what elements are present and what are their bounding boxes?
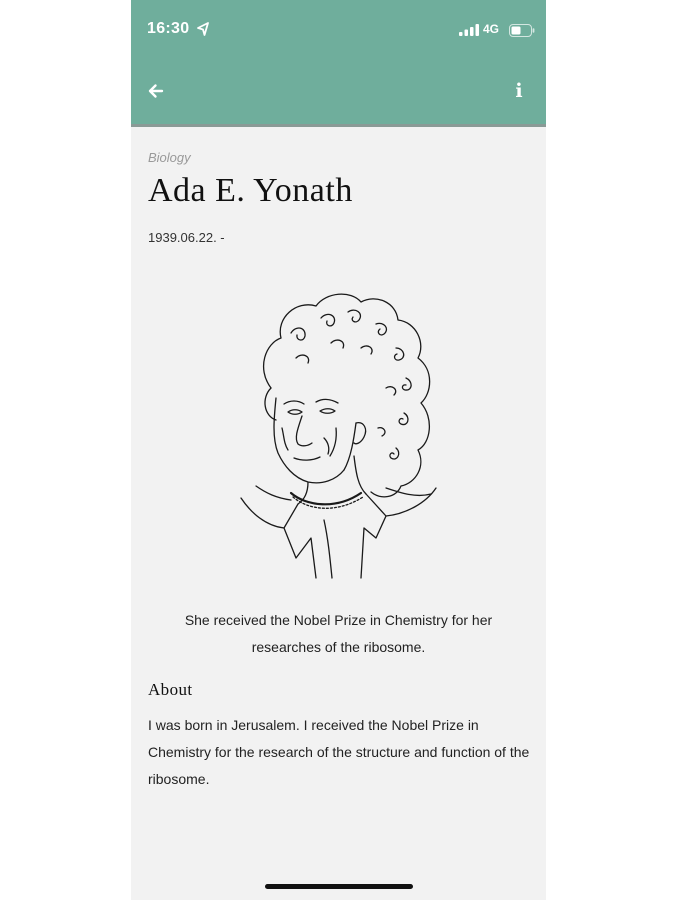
scientist-name: Ada E. Yonath: [148, 172, 353, 209]
app-screen: [131, 0, 546, 900]
about-text: I was born in Jerusalem. I received the Nobel Prize in Chemistry for the research of the structure and function of the ribosome.: [148, 717, 530, 787]
battery-icon: [509, 24, 535, 37]
info-icon[interactable]: i: [515, 80, 523, 102]
network-type: 4G: [483, 22, 500, 36]
about-heading: About: [148, 680, 193, 699]
signal-bars-icon: [459, 24, 479, 36]
home-indicator[interactable]: [265, 884, 413, 889]
portrait-illustration: [236, 288, 441, 580]
category-label: Biology: [148, 150, 191, 165]
location-arrow-icon: [197, 22, 209, 36]
summary-text: She received the Nobel Prize in Chemistry for her researches of the ribosome.: [184, 612, 493, 655]
life-dates: 1939.06.22. -: [148, 230, 225, 245]
status-time: 16:30: [147, 20, 190, 37]
app-header: [131, 0, 546, 127]
back-arrow-icon[interactable]: [146, 81, 166, 101]
